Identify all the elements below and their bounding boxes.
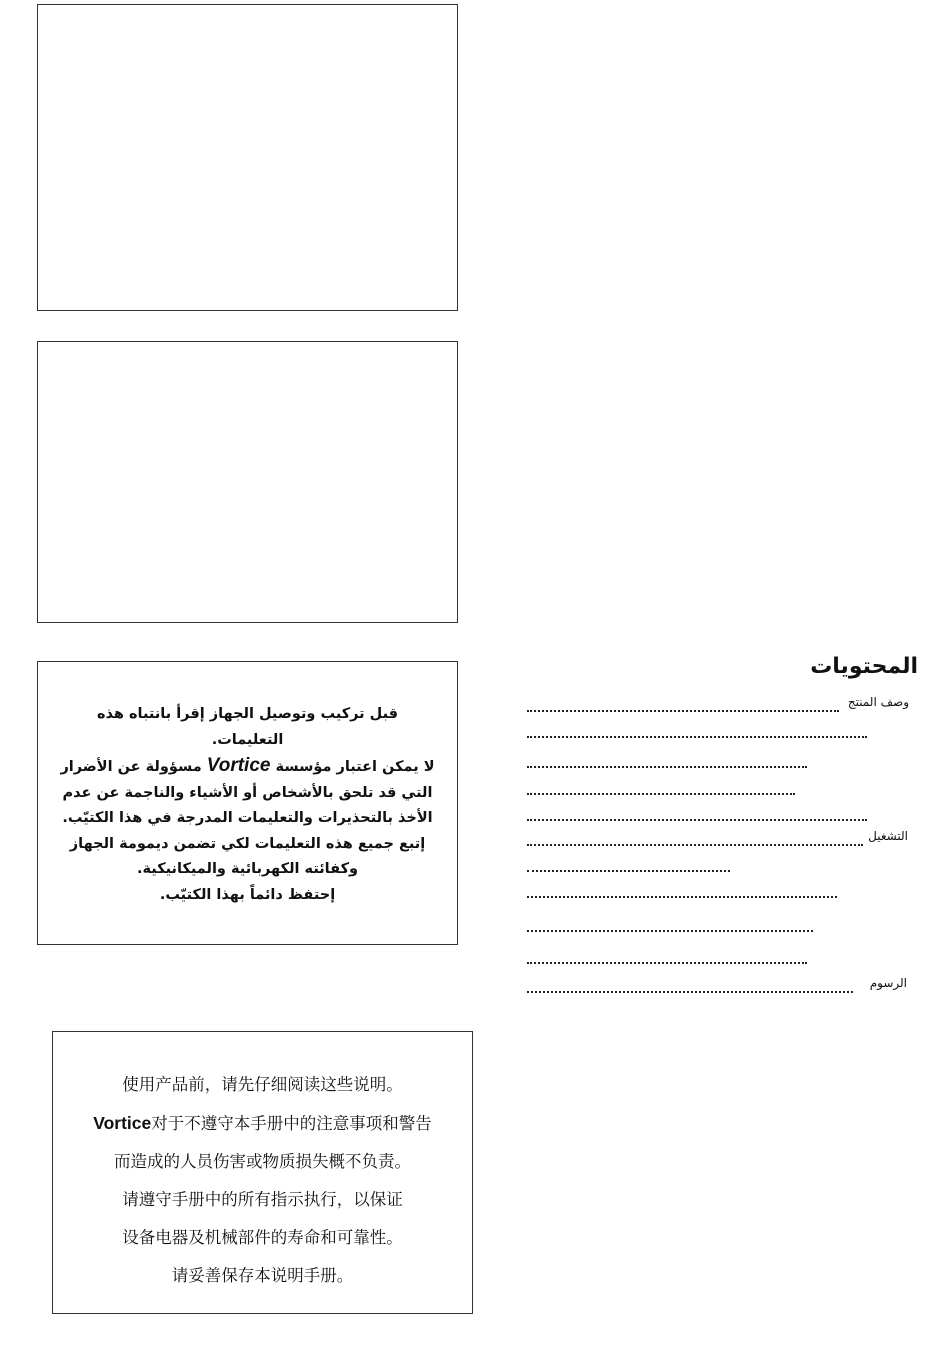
toc-entry-label: وصف المنتج	[847, 695, 909, 709]
toc-leader-dots	[527, 973, 853, 993]
arabic-notice-line: وكفائته الكهربائية والميكانيكية.	[136, 861, 359, 877]
toc-entry	[527, 826, 917, 846]
brand-name: Vortice	[206, 755, 271, 776]
toc-entry-label: الرسوم	[869, 976, 907, 990]
arabic-notice-line: الأخذ بالتحذيرات والتعليمات المدرجة في هذا الكتيّب.	[62, 810, 433, 826]
arabic-notice-line: التي قد تلحق بالأشخاص أو الأشياء والناجمة عن عدم	[62, 784, 433, 801]
contents-title: المحتويات	[810, 654, 918, 679]
arabic-notice-text	[52, 702, 443, 908]
toc-leader-dots	[527, 912, 813, 932]
brand-name: Vortice	[93, 1113, 152, 1133]
blank-panel-top	[37, 4, 458, 311]
toc-entry	[527, 878, 917, 898]
arabic-notice-line: إحتفظ دائماً بهذا الكتيّب.	[159, 886, 336, 903]
blank-panel-middle	[37, 341, 458, 623]
arabic-safety-notice	[37, 661, 458, 945]
chinese-notice-text-part: 对于不遵守本手册中的注意事项和警告	[151, 1114, 432, 1133]
arabic-notice-line: إتبع جميع هذه التعليمات لكي تضمن ديمومة الجهاز	[69, 835, 426, 852]
arabic-notice-text-part: مسؤولة عن الأضرار	[60, 759, 202, 775]
toc-leader-dots	[527, 748, 807, 768]
toc-leader-dots	[527, 826, 863, 846]
chinese-notice-line: 设备电器及机械部件的寿命和可靠性。	[122, 1228, 403, 1247]
toc-leader-dots	[527, 801, 867, 821]
arabic-notice-line-brand	[52, 753, 443, 781]
toc-leader-dots	[527, 775, 795, 795]
chinese-notice-line: 而造成的人员伤害或物质损失概不负责。	[114, 1152, 411, 1171]
chinese-notice-line-brand	[63, 1104, 462, 1143]
chinese-notice-line: 请妥善保存本说明手册。	[171, 1266, 354, 1285]
toc-entry	[527, 944, 917, 964]
toc-leader-dots	[527, 944, 807, 964]
toc-entry	[527, 775, 917, 795]
toc-entry	[527, 852, 917, 872]
toc-entry	[527, 801, 917, 821]
toc-entry	[527, 692, 917, 712]
arabic-notice-text-part: لا يمكن اعتبار مؤسسة	[275, 759, 435, 775]
chinese-safety-notice	[52, 1031, 473, 1314]
chinese-notice-text	[63, 1066, 462, 1295]
toc-leader-dots	[527, 852, 730, 872]
toc-entry	[527, 973, 917, 993]
toc-entry-label: التشغيل	[868, 829, 908, 843]
toc-entry	[527, 748, 917, 768]
toc-leader-dots	[527, 692, 839, 712]
arabic-notice-line: التعليمات.	[211, 731, 284, 748]
chinese-notice-line: 请遵守手册中的所有指示执行，以保证	[122, 1190, 403, 1209]
chinese-notice-line: 使用产品前，请先仔细阅读这些说明。	[122, 1075, 403, 1094]
arabic-notice-line: قبل تركيب وتوصيل الجهاز إقرأ بانتباه هذه	[96, 706, 399, 722]
toc-entry	[527, 718, 917, 738]
toc-entry	[527, 912, 917, 932]
toc-leader-dots	[527, 878, 837, 898]
toc-leader-dots	[527, 718, 867, 738]
